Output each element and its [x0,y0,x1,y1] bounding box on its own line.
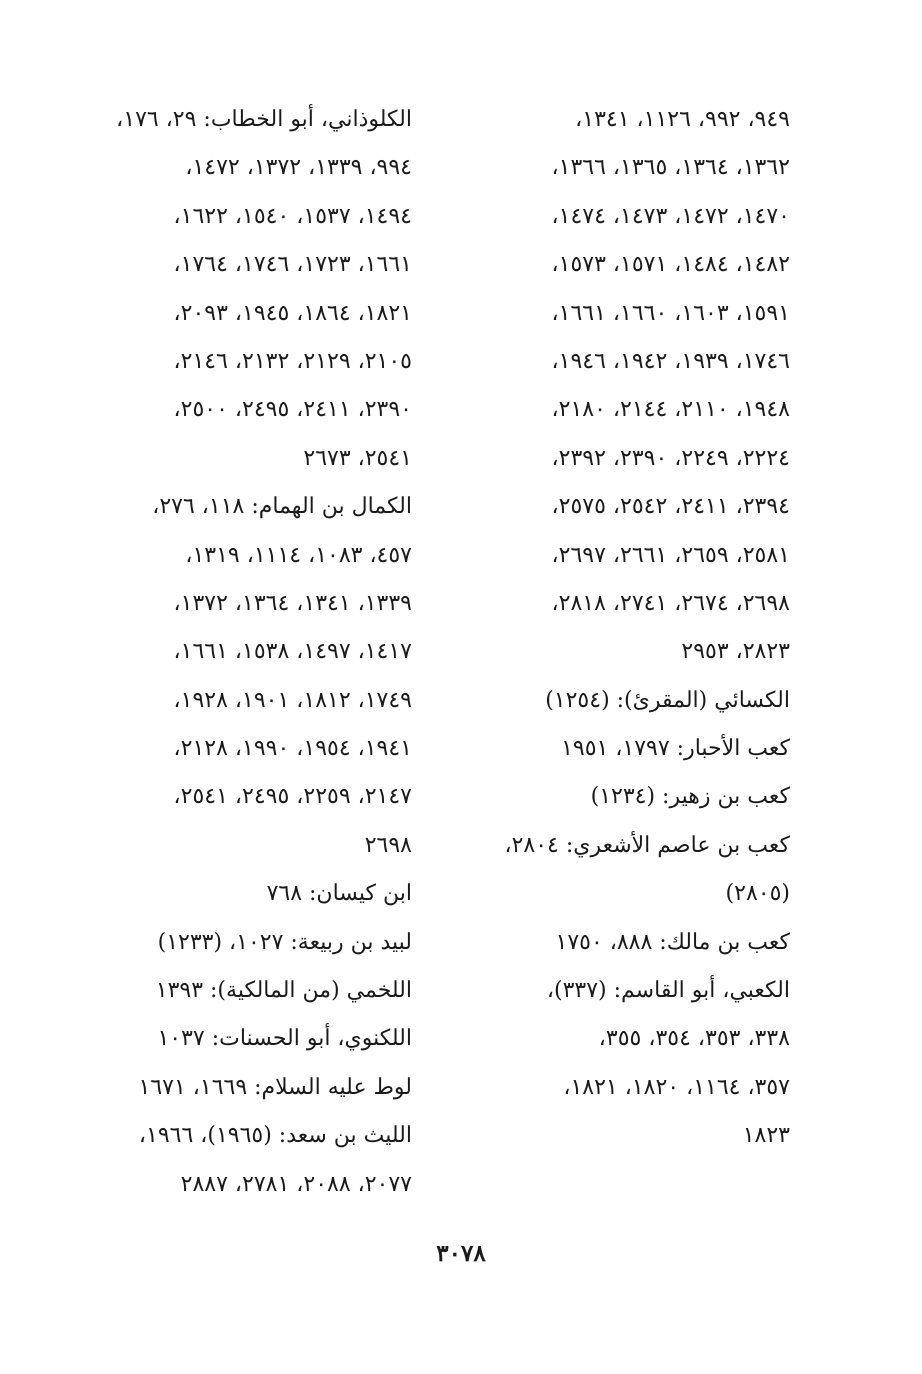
index-line: ٣٥٧، ١١٦٤، ١٨٢٠، ١٨٢١، [563,1074,790,1100]
index-line: ٢٣٩٤، ٢٤١١، ٢٥٤٢، ٢٥٧٥، [551,494,790,520]
index-column-left [100,96,412,1209]
index-line: ١٤١٧، ١٤٩٧، ١٥٣٨، ١٦٦١، [173,639,412,665]
index-line: ٢٢٢٤، ٢٢٤٩، ٢٣٩٠، ٢٣٩٢، [551,445,790,471]
index-entry-al-kamal-ibn-al-humam: الكمال بن الهمام: ١١٨، ٢٧٦، [152,494,412,520]
index-line: ٢٨٢٣، ٢٩٥٣ [681,639,790,665]
index-line: ١٩٤١، ١٩٥٤، ١٩٩٠، ٢١٢٨، [173,736,412,762]
index-line: ٩٤٩، ٩٩٢، ١١٢٦، ١٣٤١، [575,107,790,132]
index-line: ١٧٤٩، ١٨١٢، ١٩٠١، ١٩٢٨، [173,687,412,713]
index-line: ٢٠٧٧، ٢٠٨٨، ٢٧٨١، ٢٨٨٧ [180,1171,412,1197]
index-entry-kab-ibn-zuhayr: كعب بن زهير: (١٢٣٤) [590,784,790,810]
index-line: ١٧٤٦، ١٩٣٩، ١٩٤٢، ١٩٤٦، [551,348,790,374]
index-line: ١٣٣٩، ١٣٤١، ١٣٦٤، ١٣٧٢، [173,590,412,616]
index-line: ٢٥٨١، ٢٦٥٩، ٢٦٦١، ٢٦٩٧، [551,542,790,568]
index-column-right [480,96,790,1161]
index-entry-al-kabi: الكعبي، أبو القاسم: (٣٣٧)، [546,978,790,1004]
index-line: ٢٦٩٨ [364,832,412,858]
index-entry-kab-ibn-malik: كعب بن مالك: ٨٨٨، ١٧٥٠ [555,929,790,955]
index-line: ٢٣٩٠، ٢٤١١، ٢٤٩٥، ٢٥٠٠، [173,397,412,423]
index-entry-labid-ibn-rabia: لبيد بن ربيعة: ١٠٢٧، (١٢٣٣) [157,929,412,955]
index-entry-al-kalwadhani: الكلوذاني، أبو الخطاب: ٢٩، ١٧٦، [116,107,412,132]
index-line: ١٦٦١، ١٧٢٣، ١٧٤٦، ١٧٦٤، [173,252,412,278]
index-entry-al-layth-ibn-sad: الليث بن سعد: (١٩٦٥)، ١٩٦٦، [138,1123,412,1149]
index-line: ٤٥٧، ١٠٨٣، ١١١٤، ١٣١٩، [185,542,412,568]
index-line: ٢١٠٥، ٢١٢٩، ٢١٣٢، ٢١٤٦، [173,348,412,374]
index-line: ١٤٩٤، ١٥٣٧، ١٥٤٠، ١٦٢٢، [173,203,412,229]
index-line: ١٣٦٢، ١٣٦٤، ١٣٦٥، ١٣٦٦، [551,155,790,181]
index-entry-lut: لوط عليه السلام: ١٦٦٩، ١٦٧١ [138,1074,412,1100]
index-line: ١٤٨٢، ١٤٨٤، ١٥٧١، ١٥٧٣، [551,252,790,278]
index-entry-kab-ibn-asim: كعب بن عاصم الأشعري: ٢٨٠٤، [504,832,790,858]
index-line: ١٥٩١، ١٦٠٣، ١٦٦٠، ١٦٦١، [551,300,790,326]
index-line: ١٨٢١، ١٨٦٤، ١٩٤٥، ٢٠٩٣، [173,300,412,326]
index-line: ١٩٤٨، ٢١١٠، ٢١٤٤، ٢١٨٠، [551,397,790,423]
index-entry-al-kisai: الكسائي (المقرئ): (١٢٥٤) [545,687,790,713]
index-line: ٩٩٤، ١٣٣٩، ١٣٧٢، ١٤٧٢، [185,155,412,181]
index-entry-kab-al-ahbar: كعب الأحبار: ١٧٩٧، ١٩٥١ [561,736,790,762]
index-line: ١٨٢٣ [742,1123,790,1149]
index-line: ١٤٧٠، ١٤٧٢، ١٤٧٣، ١٤٧٤، [551,203,790,229]
index-entry-ibn-kaysan: ابن كيسان: ٧٦٨ [266,881,412,907]
index-line: ٢٦٩٨، ٢٦٧٤، ٢٧٤١، ٢٨١٨، [551,590,790,616]
index-line: (٢٨٠٥) [725,881,790,907]
index-entry-al-lakhmi: اللخمي (من المالكية): ١٣٩٣ [155,978,412,1004]
index-line: ٢١٤٧، ٢٢٥٩، ٢٤٩٥، ٢٥٤١، [173,784,412,810]
index-line: ٢٥٤١، ٢٦٧٣ [303,445,412,471]
page-number: ٣٠٧٨ [436,1240,486,1267]
index-line: ٣٣٨، ٣٥٣، ٣٥٤، ٣٥٥، [598,1026,790,1052]
index-entry-al-laknawi: اللكنوي، أبو الحسنات: ١٠٣٧ [157,1026,412,1052]
